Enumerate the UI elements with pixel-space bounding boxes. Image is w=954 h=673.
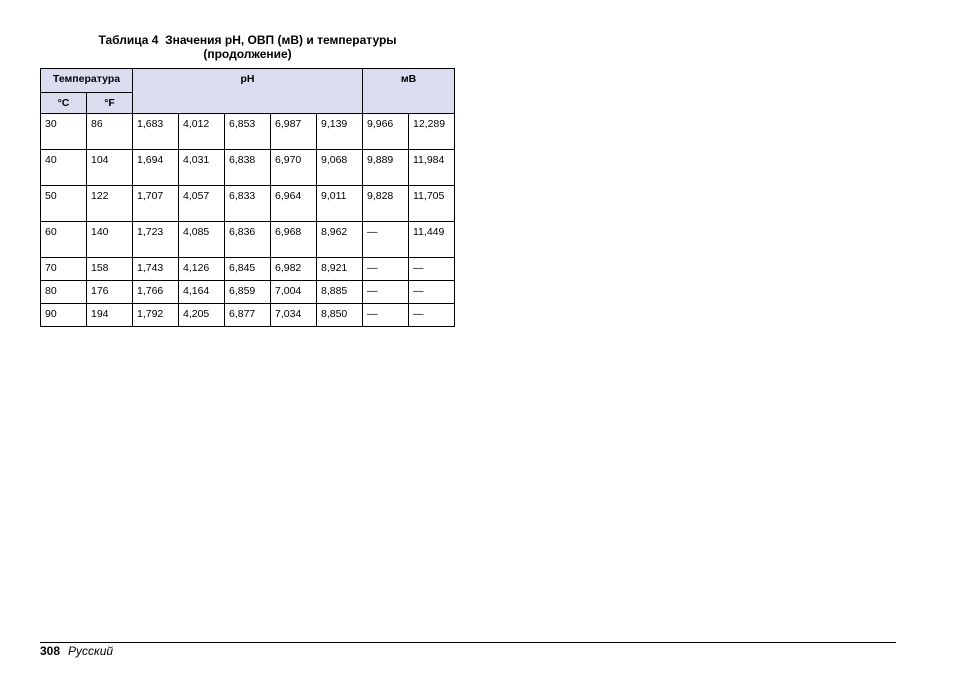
header-temperature: Температура [41, 69, 133, 93]
cell-ph: 6,836 [225, 222, 271, 258]
header-celsius: °C [41, 93, 87, 114]
cell-ph: 1,792 [133, 304, 179, 327]
cell-ph: 9,139 [317, 114, 363, 150]
cell-ph: 4,031 [179, 150, 225, 186]
cell-ph: 6,987 [271, 114, 317, 150]
cell-ph: 4,126 [179, 258, 225, 281]
cell-ph: 1,743 [133, 258, 179, 281]
cell-celsius: 60 [41, 222, 87, 258]
cell-celsius: 50 [41, 186, 87, 222]
cell-mv: — [409, 258, 455, 281]
cell-fahrenheit: 158 [87, 258, 133, 281]
cell-ph: 4,164 [179, 281, 225, 304]
table-row [41, 186, 455, 222]
cell-ph: 6,833 [225, 186, 271, 222]
cell-ph: 6,877 [225, 304, 271, 327]
cell-mv: 11,984 [409, 150, 455, 186]
cell-celsius: 40 [41, 150, 87, 186]
cell-ph: 6,838 [225, 150, 271, 186]
cell-fahrenheit: 194 [87, 304, 133, 327]
cell-fahrenheit: 140 [87, 222, 133, 258]
cell-ph: 7,004 [271, 281, 317, 304]
cell-fahrenheit: 104 [87, 150, 133, 186]
cell-ph: 9,011 [317, 186, 363, 222]
cell-mv: — [363, 258, 409, 281]
cell-ph: 6,853 [225, 114, 271, 150]
page-footer [40, 644, 113, 658]
cell-ph: 6,970 [271, 150, 317, 186]
cell-fahrenheit: 122 [87, 186, 133, 222]
table-row [41, 258, 455, 281]
footer-divider [40, 642, 896, 643]
cell-ph: 1,766 [133, 281, 179, 304]
cell-ph: 4,205 [179, 304, 225, 327]
table-caption-line2: (продолжение) [203, 47, 292, 61]
table-body [41, 114, 455, 327]
cell-ph: 8,962 [317, 222, 363, 258]
cell-ph: 8,885 [317, 281, 363, 304]
header-fahrenheit: °F [87, 93, 133, 114]
cell-ph: 6,968 [271, 222, 317, 258]
ph-orp-temperature-table [40, 68, 455, 327]
table-caption [40, 33, 455, 61]
footer-language: Русский [68, 644, 114, 658]
cell-mv: — [363, 222, 409, 258]
table-caption-line1: Таблица 4 Значения pH, ОВП (мВ) и температуры [98, 33, 397, 47]
cell-mv: — [363, 281, 409, 304]
cell-fahrenheit: 176 [87, 281, 133, 304]
cell-ph: 1,683 [133, 114, 179, 150]
cell-ph: 1,694 [133, 150, 179, 186]
table-row [41, 114, 455, 150]
cell-ph: 8,850 [317, 304, 363, 327]
cell-mv: 11,449 [409, 222, 455, 258]
cell-ph: 4,085 [179, 222, 225, 258]
table-row [41, 281, 455, 304]
cell-ph: 6,845 [225, 258, 271, 281]
header-mv: мВ [363, 69, 455, 114]
cell-celsius: 80 [41, 281, 87, 304]
cell-fahrenheit: 86 [87, 114, 133, 150]
cell-celsius: 70 [41, 258, 87, 281]
cell-ph: 6,964 [271, 186, 317, 222]
cell-mv: 9,889 [363, 150, 409, 186]
cell-ph: 6,859 [225, 281, 271, 304]
cell-ph: 4,012 [179, 114, 225, 150]
table-row [41, 222, 455, 258]
cell-ph: 7,034 [271, 304, 317, 327]
cell-ph: 1,723 [133, 222, 179, 258]
cell-mv: 9,828 [363, 186, 409, 222]
header-ph: pH [133, 69, 363, 114]
cell-ph: 1,707 [133, 186, 179, 222]
cell-ph: 9,068 [317, 150, 363, 186]
cell-mv: — [363, 304, 409, 327]
page-number: 308 [40, 644, 61, 658]
cell-mv: — [409, 281, 455, 304]
table-row [41, 304, 455, 327]
cell-celsius: 90 [41, 304, 87, 327]
cell-celsius: 30 [41, 114, 87, 150]
cell-mv: 9,966 [363, 114, 409, 150]
cell-ph: 8,921 [317, 258, 363, 281]
cell-mv: 11,705 [409, 186, 455, 222]
table-row [41, 150, 455, 186]
cell-ph: 4,057 [179, 186, 225, 222]
cell-mv: — [409, 304, 455, 327]
cell-mv: 12,289 [409, 114, 455, 150]
cell-ph: 6,982 [271, 258, 317, 281]
